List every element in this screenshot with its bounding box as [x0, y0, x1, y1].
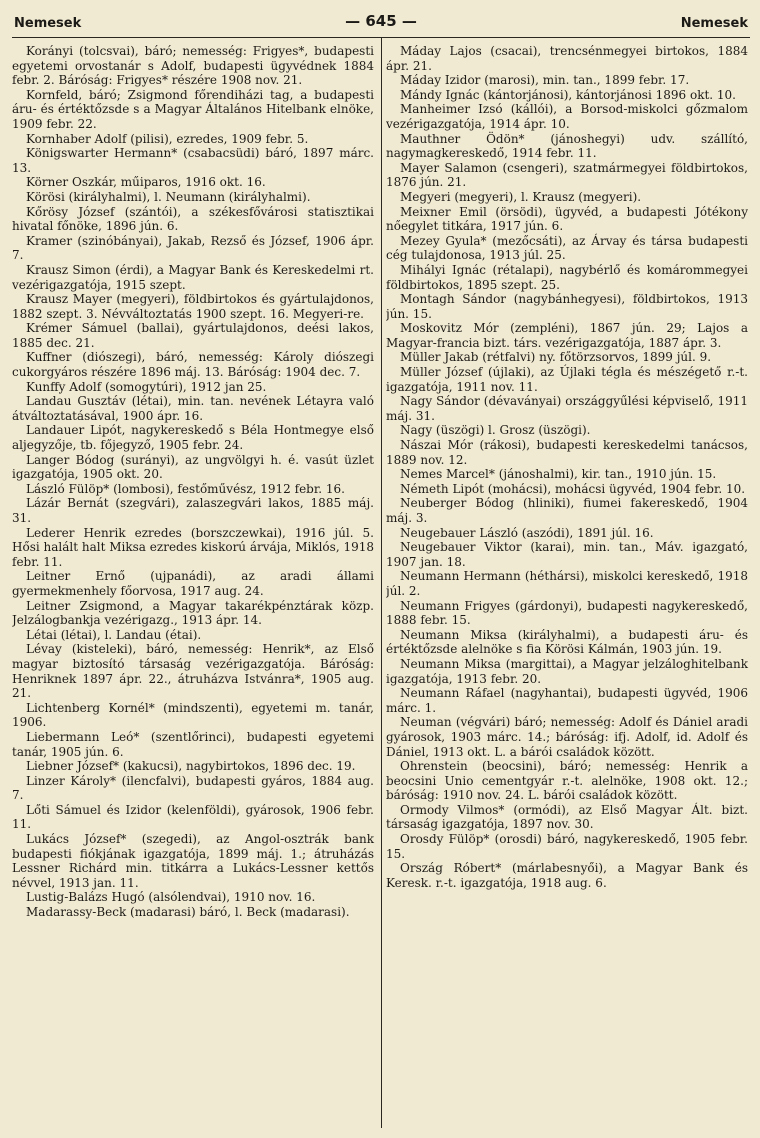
left-column [12, 44, 376, 1124]
header-left-word: Nemesek [14, 16, 82, 31]
entry: Krausz Simon (érdi), a Magyar Bank és Kereskedelmi rt. vezérigazgatója, 1915 szept. [12, 262, 374, 292]
entry: Máday Lajos (csacai), trencsénmegyei birtokos, 1884 ápr. 21. [386, 44, 748, 73]
entry: Neumann Hermann (héthársi), miskolci kereskedő, 1918 júl. 2. [386, 569, 748, 598]
entry: Kunffy Adolf (somogytúri), 1912 jan 25. [26, 379, 267, 394]
entry: Ormody Vilmos* (ormódi), az Első Magyar Ált. bizt. társaság igazgatója, 1897 nov. 30. [386, 802, 748, 832]
entry: Mauthner Ödön* (jánoshegyi) udv. szállító, nagymagkereskedő, 1914 febr. 11. [386, 131, 748, 161]
entry: Liebermann Leó* (szentlőrinci), budapesti egyetemi tanár, 1905 jún. 6. [12, 729, 374, 759]
entry: Mándy Ignác (kántorjánosi), kántorjánosi 1896 okt. 10. [400, 87, 736, 102]
entry: Máday Izidor (marosi), min. tan., 1899 febr. 17. [400, 73, 690, 88]
entry: Müller Jakab (rétfalvi) ny. főtörzsorvos, 1899 júl. 9. [400, 350, 712, 365]
entry: Krausz Mayer (megyeri), földbirtokos és gyártulajdonos, 1882 szept. 3. Névváltoztatás 1900 szept. 16. Megyeri-re. [12, 292, 374, 321]
entry: Ország Róbert* (márlabesnyői), a Magyar Bank és Keresk. r.-t. igazgatója, 1918 aug. 6. [386, 861, 748, 890]
page-number: — 645 — [345, 12, 417, 30]
entry: Nemes Marcel* (jánoshalmi), kir. tan., 1910 jún. 15. [400, 467, 717, 482]
entry: Nászai Mór (rákosi), budapesti kereskedelmi tanácsos, 1889 nov. 12. [386, 438, 748, 467]
entry: Liebner József* (kakucsi), nagybirtokos, 1896 dec. 19. [26, 759, 356, 774]
entry: Linzer Károly* (ilencfalvi), budapesti gyáros, 1884 aug. 7. [12, 773, 374, 803]
entry: Lukács József* (szegedi), az Angol-osztrák bank budapesti fiókjának igazgatója, 1899 máj. 1.; átruházás Lessner Richárd min. titkárra a Lukács-Lessner kettős névvel, 1913 jan. 11. [12, 832, 374, 890]
entry: Neugebauer Viktor (karai), min. tan., Máv. igazgató, 1907 jan. 18. [386, 540, 748, 569]
entry: Madarassy-Beck (madarasi) báró, l. Beck (madarasi). [26, 905, 350, 920]
entry: Leitner Ernő (ujpanádi), az aradi állami gyermekmenhely főorvosa, 1917 aug. 24. [12, 569, 374, 598]
entry: Kornfeld, báró; Zsigmond főrendiházi tag, a budapesti áru- és értéktőzsde s a Magyar Általános Hitelbank elnöke, 1909 febr. 22. [12, 87, 374, 131]
entry: Mayer Salamon (csengeri), szatmármegyei földbirtokos, 1876 jún. 21. [386, 160, 748, 190]
entry: Lévay (kisteleki), báró, nemesség: Henrik*, az Első magyar biztosító társaság vezérigazgatója. Báróság: Henriknek 1897 ápr. 22., átruházva Istvánra*, 1905 aug. 21. [12, 642, 374, 701]
entry: Lázár Bernát (szegvári), zalaszegvári lakos, 1885 máj. 31. [12, 496, 374, 525]
entry: Kuffner (diószegi), báró, nemesség: Károly diószegi cukorgyáros részére 1896 máj. 13. Báróság: 1904 dec. 7. [12, 350, 374, 380]
entry: Kornhaber Adolf (pilisi), ezredes, 1909 febr. 5. [26, 131, 309, 146]
entry: Körösi (királyhalmi), l. Neumann (királyhalmi). [26, 189, 311, 204]
entry: Lichtenberg Kornél* (mindszenti), egyetemi m. tanár, 1906. [12, 700, 374, 730]
entry: Nagy (üszögi) l. Grosz (üszögi). [400, 423, 591, 438]
entry: Montagh Sándor (nagybánhegyesi), földbirtokos, 1913 jún. 15. [386, 292, 748, 321]
entry: Krémer Sámuel (ballai), gyártulajdonos, deési lakos, 1885 dec. 21. [12, 321, 374, 350]
entry: Németh Lipót (mohácsi), mohácsi ügyvéd, 1904 febr. 10. [400, 481, 746, 496]
entry: Manheimer Izsó (kállói), a Borsod-miskolci gőzmalom vezérigazgatója, 1914 ápr. 10. [386, 102, 748, 131]
header-right-word: Nemesek [680, 16, 748, 31]
entry: Korányi (tolcsvai), báró; nemesség: Frigyes*, budapesti egyetemi orvostanár s Adolf, budapesti ügyvédnek 1884 febr. 2. Báróság: Frigyes* részére 1908 nov. 21. [12, 44, 374, 88]
entry: Lustig-Balázs Hugó (alsólendvai), 1910 nov. 16. [26, 890, 316, 905]
entry: Neugebauer László (aszódi), 1891 júl. 16. [400, 525, 654, 540]
column-divider [381, 38, 382, 1128]
entry: Landauer Lipót, nagykereskedő s Béla Hontmegye első aljegyzője, tb. főjegyző, 1905 febr. 24. [12, 423, 374, 453]
entry: Lőti Sámuel és Izidor (kelenföldi), gyárosok, 1906 febr. 11. [12, 802, 374, 832]
entry: Neuberger Bódog (hliniki), fiumei fakereskedő, 1904 máj. 3. [386, 496, 748, 525]
entry: Megyeri (megyeri), l. Krausz (megyeri). [400, 189, 642, 204]
entry: Mezey Gyula* (mezőcsáti), az Árvay és társa budapesti cég tulajdonosa, 1913 júl. 25. [386, 233, 748, 263]
entry: Ohrenstein (beocsini), báró; nemesség: Henrik a beocsini Unio cementgyár r.-t. alelnöke, 1908 okt. 12.; báróság: 1910 nov. 24. L. bárói családok között. [386, 759, 748, 803]
entry: Müller József (újlaki), az Újlaki tégla és mészégető r.-t. igazgatója, 1911 nov. 11. [386, 365, 748, 394]
entry: Langer Bódog (surányi), az ungvölgyi h. é. vasút üzlet igazgatója, 1905 okt. 20. [12, 452, 374, 482]
entry: Neumann Miksa (királyhalmi), a budapesti áru- és értéktőzsde alelnöke s fia Körösi Kálmán, 1903 jún. 19. [386, 627, 748, 657]
entry: Létai (létai), l. Landau (étai). [26, 627, 202, 642]
entry: Kőrösy József (szántói), a székesfővárosi statisztikai hivatal főnöke, 1896 jún. 6. [12, 204, 374, 234]
entry: Mihályi Ignác (rétalapi), nagybérlő és komárommegyei földbirtokos, 1895 szept. 25. [386, 262, 748, 292]
entry: Lederer Henrik ezredes (borszczewkai), 1916 júl. 5. Hősi halált halt Miksa ezredes kiskorú árvája, Miklós, 1918 febr. 11. [12, 525, 374, 569]
entry: Neumann Miksa (margittai), a Magyar jelzáloghitelbank igazgatója, 1913 febr. 20. [386, 656, 748, 686]
entry: Orosdy Fülöp* (orosdi) báró, nagykereskedő, 1905 febr. 15. [386, 832, 748, 861]
entry: Königswarter Hermann* (csabacsüdi) báró, 1897 márc. 13. [12, 146, 374, 175]
right-column [386, 44, 750, 1124]
entry: Neumann Frigyes (gárdonyi), budapesti nagykereskedő, 1888 febr. 15. [386, 598, 748, 628]
running-header [14, 10, 748, 36]
entry: Moskovitz Mór (zempléni), 1867 jún. 29; Lajos a Magyar-francia bizt. társ. vezérigazgatója, 1887 ápr. 3. [386, 321, 748, 350]
entry: Kramer (szinóbányai), Jakab, Rezső és József, 1906 ápr. 7. [12, 233, 374, 263]
entry: Neuman (végvári) báró; nemesség: Adolf és Dániel aradi gyárosok, 1903 márc. 14.; báróság: ifj. Adolf, id. Adolf és Dániel, 1913 okt. L. a bárói családok között. [386, 715, 748, 759]
entry: Leitner Zsigmond, a Magyar takarékpénztárak közp. Jelzálogbankja vezérigazg., 1913 ápr. 14. [12, 598, 374, 628]
entry: Landau Gusztáv (létai), min. tan. nevének Létayra való átváltoztatásával, 1900 ápr. 16. [12, 394, 374, 423]
entry: Meixner Emil (örsödi), ügyvéd, a budapesti Jótékony nőegylet titkára, 1917 jún. 6. [386, 204, 748, 234]
entry: Neumann Ráfael (nagyhantai), budapesti ügyvéd, 1906 márc. 1. [386, 686, 748, 715]
entry: Nagy Sándor (dévaványai) országgyűlési képviselő, 1911 máj. 31. [386, 394, 748, 423]
entry: László Fülöp* (lombosi), festőművész, 1912 febr. 16. [26, 481, 345, 496]
entry: Körner Oszkár, műiparos, 1916 okt. 16. [26, 175, 266, 190]
